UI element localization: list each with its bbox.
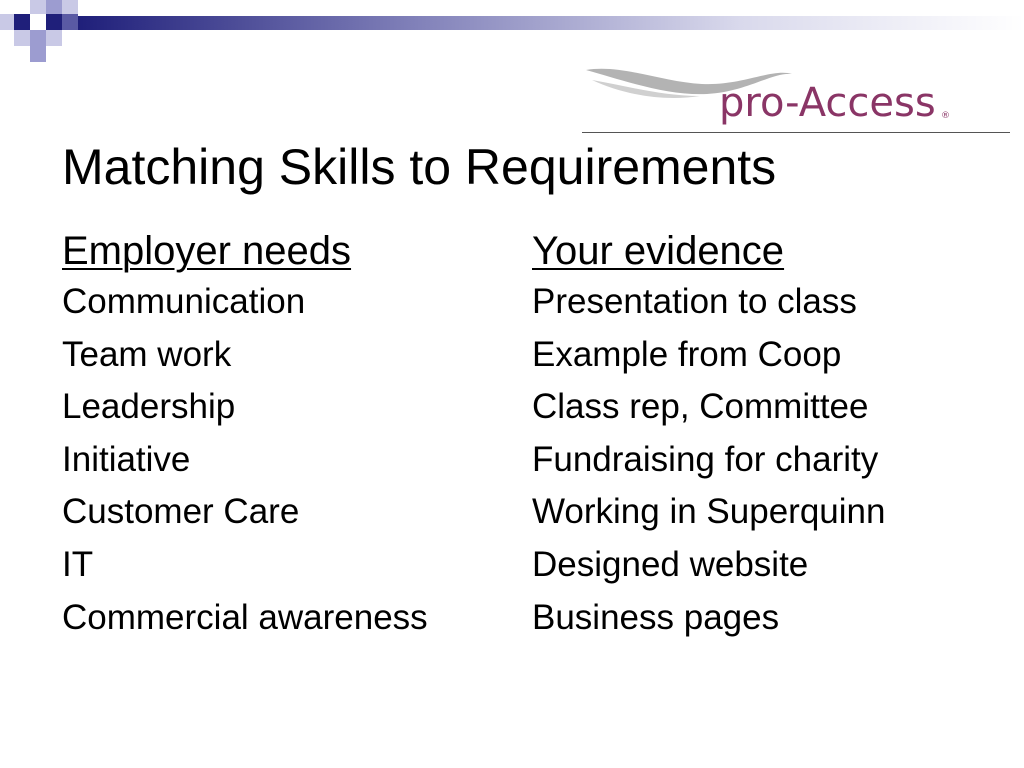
evidence-item: Designed website: [532, 544, 809, 584]
banner-block: [30, 30, 46, 46]
evidence-item: Fundraising for charity: [532, 439, 879, 479]
employer-need-item: Commercial awareness: [62, 597, 428, 637]
banner-block: [62, 14, 78, 30]
logo-wordmark: pro-Access: [719, 80, 936, 126]
pro-access-logo: [582, 58, 1012, 138]
slide-title: Matching Skills to Requirements: [62, 139, 777, 195]
banner-gradient-bar: [78, 16, 1024, 30]
banner-block: [30, 0, 46, 14]
evidence-item: Presentation to class: [532, 282, 857, 321]
banner-block: [46, 0, 62, 14]
evidence-item: Working in Superquinn: [532, 492, 886, 532]
banner-block: [46, 14, 62, 30]
your-evidence-header: Your evidence: [532, 229, 785, 273]
banner-block: [14, 14, 30, 30]
banner-block: [46, 30, 62, 46]
employer-need-item: Team work: [62, 334, 232, 374]
banner-block: [62, 0, 78, 14]
employer-need-item: Initiative: [62, 439, 191, 479]
employer-need-item: IT: [62, 544, 94, 584]
employer-need-item: Leadership: [62, 387, 236, 427]
logo-underline-divider: [582, 132, 1010, 133]
employer-needs-header: Employer needs: [62, 229, 352, 273]
banner-block: [14, 30, 30, 46]
banner-block: [0, 14, 14, 30]
evidence-item: Example from Coop: [532, 334, 842, 374]
banner-block: [30, 46, 46, 62]
registered-mark: ®: [941, 111, 950, 121]
header-banner: [0, 0, 1024, 62]
evidence-item: Business pages: [532, 597, 780, 637]
your-evidence-column: [532, 226, 885, 644]
employer-need-item: Communication: [62, 282, 306, 321]
employer-need-item: Customer Care: [62, 492, 300, 532]
employer-needs-column: [62, 226, 428, 644]
evidence-item: Class rep, Committee: [532, 387, 869, 427]
